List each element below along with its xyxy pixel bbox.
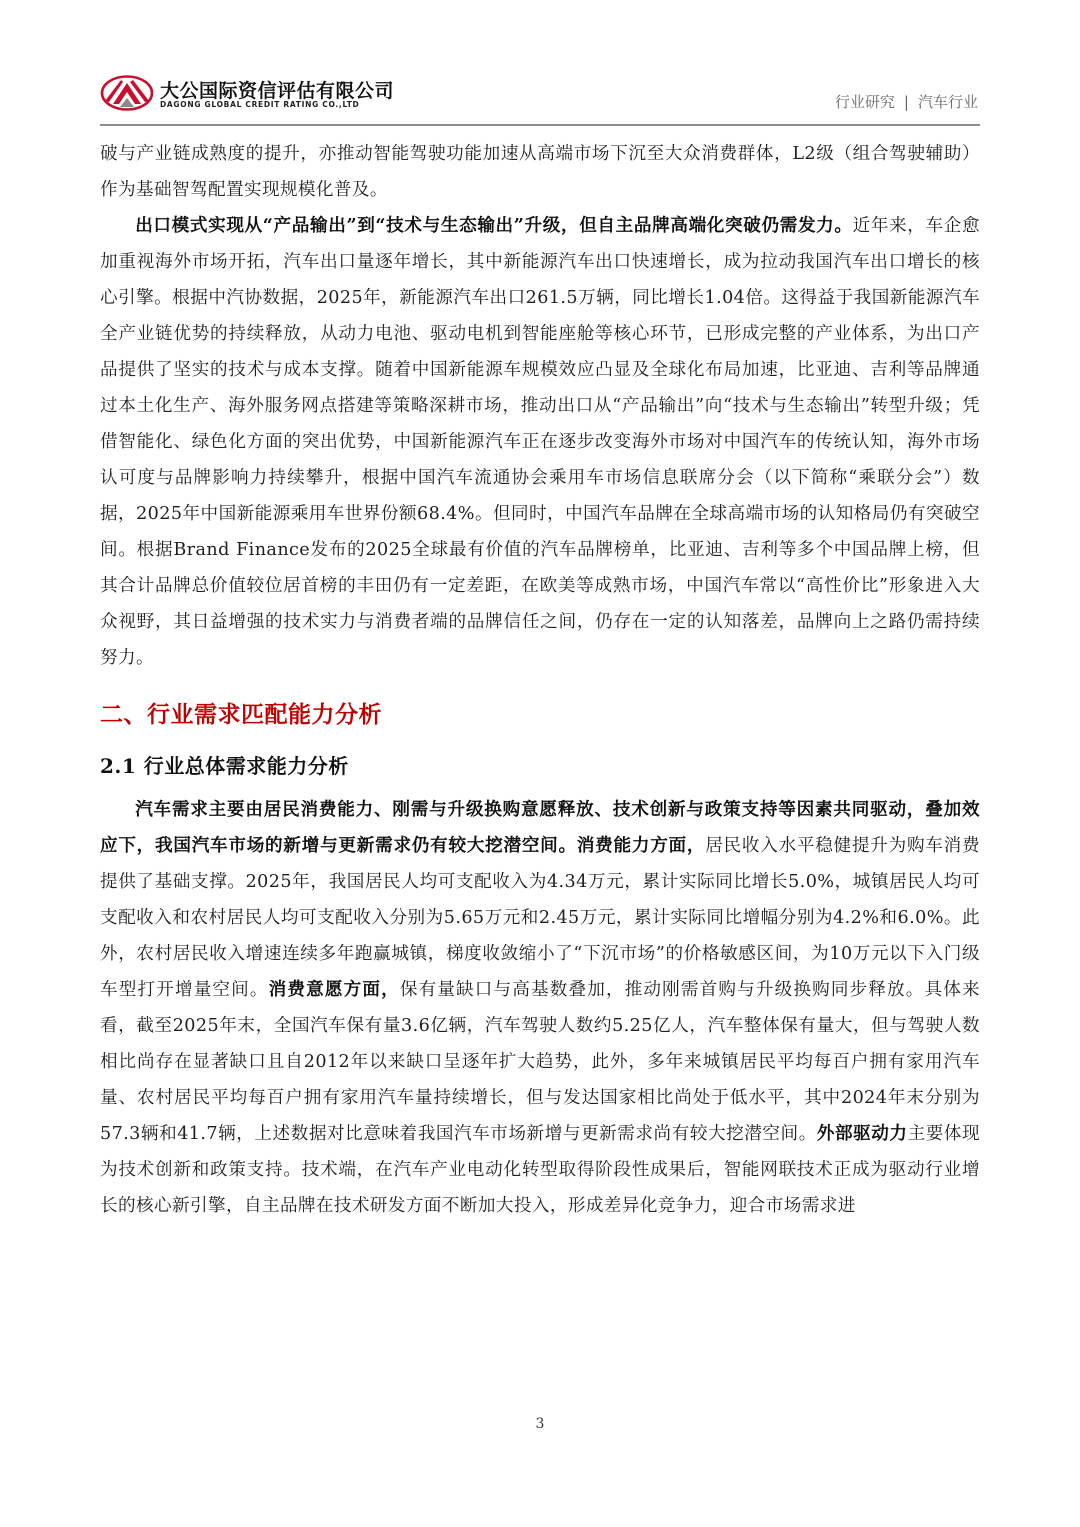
document-body bbox=[100, 136, 980, 1224]
page-header bbox=[100, 72, 980, 124]
company-name-cn: 大公国际资信评估有限公司 bbox=[160, 80, 395, 102]
paragraph-continuation: 破与产业链成熟度的提升，亦推动智能驾驶功能加速从高端市场下沉至大众消费群体，L2级（组合驾驶辅助）作为基础智驾配置实现规模化普及。 bbox=[100, 144, 980, 200]
page-number: 3 bbox=[535, 1416, 545, 1432]
paragraph-demand bbox=[100, 792, 980, 1224]
section-heading: 二、行业需求匹配能力分析 bbox=[100, 702, 382, 728]
dagong-logo-icon bbox=[100, 74, 154, 112]
paragraph-demand-text-2: 保有量缺口与高基数叠加，推动刚需首购与升级换购同步释放。具体来看，截至2025年末，全国汽车保有量3.6亿辆，汽车驾驶人数约5.25亿人，汽车整体保有量大，但与驾驶人数相比尚存在显著缺口且自2012年以来缺口呈逐年扩大趋势，此外，多年来城镇居民平均每百户拥有家用汽车量、农村居民平均每百户拥有家用汽车量持续增长，但与发达国家相比尚处于低水平，其中2024年末分别为57.3辆和41.7辆，上述数据对比意味着我国汽车市场新增与更新需求尚有较大挖潜空间。 bbox=[100, 980, 980, 1144]
subsection-heading: 2.1 行业总体需求能力分析 bbox=[100, 754, 349, 778]
paragraph-demand-lead-3: 外部驱动力 bbox=[816, 1123, 908, 1144]
paragraph-export bbox=[100, 208, 980, 676]
paragraph-export-lead: 出口模式实现从“产品输出”到“技术与生态输出”升级，但自主品牌高端化突破仍需发力。 bbox=[135, 215, 853, 236]
paragraph-demand-text-3: 主要体现为技术创新和政策支持。技术端，在汽车产业电动化转型取得阶段性成果后，智能网联技术正成为驱动行业增长的核心新引擎，自主品牌在技术研发方面不断加大投入，形成差异化竞争力，迎合市场需求进 bbox=[100, 1124, 980, 1216]
header-separator: | bbox=[903, 93, 909, 111]
paragraph-export-text: 近年来，车企愈加重视海外市场开拓，汽车出口量逐年增长，其中新能源汽车出口快速增长，成为拉动我国汽车出口增长的核心引擎。根据中汽协数据，2025年，新能源汽车出口261.5万辆，同比增长1.04倍。这得益于我国新能源汽车全产业链优势的持续释放，从动力电池、驱动电机到智能座舱等核心环节，已形成完整的产业体系，为出口产品提供了坚实的技术与成本支撑。随着中国新能源车规模效应凸显及全球化布局加速，比亚迪、吉利等品牌通过本土化生产、海外服务网点搭建等策略深耕市场，推动出口从“产品输出”向“技术与生态输出”转型升级；凭借智能化、绿色化方面的突出优势，中国新能源汽车正在逐步改变海外市场对中国汽车的传统认知，海外市场认可度与品牌影响力持续攀升，根据中国汽车流通协会乘用车市场信息联席分会（以下简称“乘联分会”）数据，2025年中国新能源乘用车世界份额68.4%。但同时，中国汽车品牌在全球高端市场的认知格局仍有突破空间。根据Brand Finance发布的2025全球最有价值的汽车品牌榜单，比亚迪、吉利等多个中国品牌上榜，但其合计品牌总价值较位居首榜的丰田仍有一定差距，在欧美等成熟市场，中国汽车常以“高性价比”形象进入大众视野，其日益增强的技术实力与消费者端的品牌信任之间，仍存在一定的认知落差，品牌向上之路仍需持续努力。 bbox=[100, 216, 980, 668]
company-name-en: DAGONG GLOBAL CREDIT RATING CO.,LTD bbox=[160, 100, 360, 109]
header-section-label: 行业研究 bbox=[834, 93, 895, 111]
header-industry-label: 汽车行业 bbox=[917, 93, 978, 111]
header-category bbox=[835, 91, 978, 112]
paragraph-demand-text-1: 居民收入水平稳健提升为购车消费提供了基础支撑。2025年，我国居民人均可支配收入为4.34万元，累计实际同比增长5.0%，城镇居民人均可支配收入和农村居民人均可支配收入分别为5.65万元和2.45万元，累计实际同比增幅分别为4.2%和6.0%。此外，农村居民收入增速连续多年跑赢城镇，梯度收敛缩小了“下沉市场”的价格敏感区间，为10万元以下入门级车型打开增量空间。 bbox=[100, 836, 980, 1000]
paragraph-demand-lead: 汽车需求主要由居民消费能力、刚需与升级换购意愿释放、技术创新与政策支持等因素共同驱动，叠加效应下，我国汽车市场的新增与更新需求仍有较大挖潜空间。消费能力方面， bbox=[100, 799, 980, 856]
header-divider bbox=[100, 124, 980, 126]
paragraph-demand-lead-2: 消费意愿方面， bbox=[268, 979, 400, 1000]
